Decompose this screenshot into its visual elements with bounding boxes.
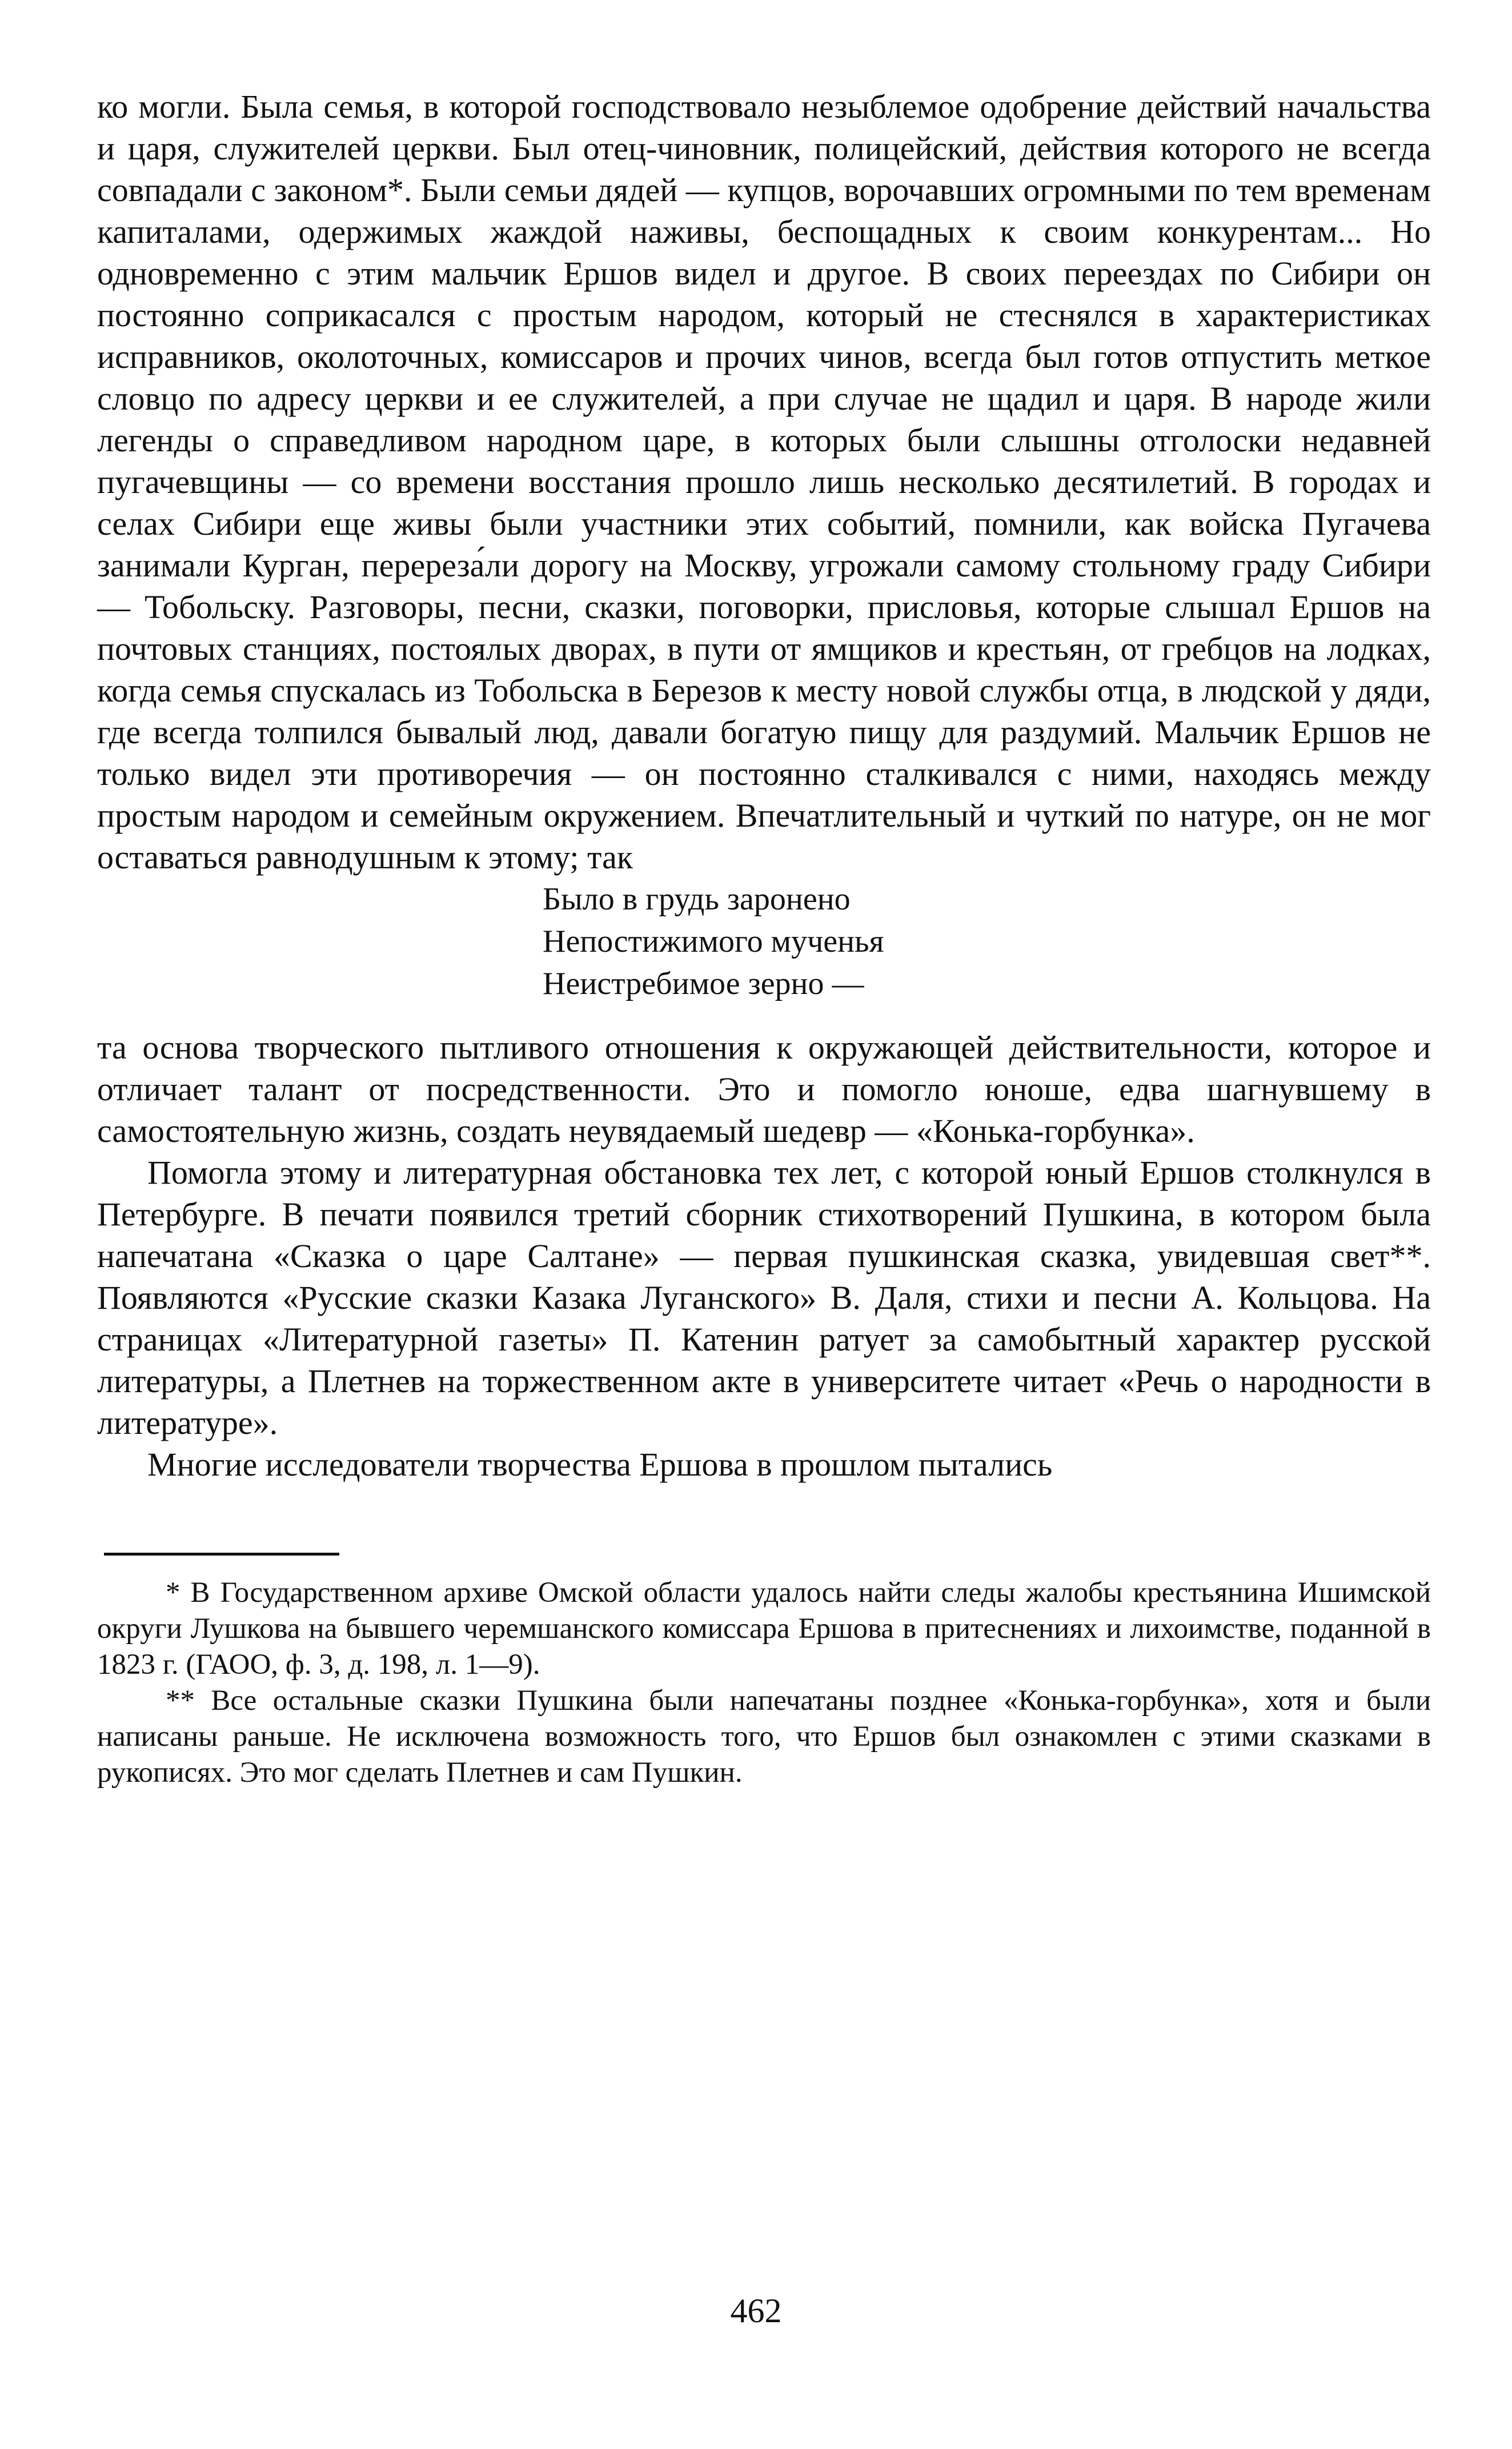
paragraph-researchers: Многие исследователи творчества Ершова в прошлом пытались xyxy=(147,1446,1053,1483)
verse-line: Непостижимого мученья xyxy=(543,924,884,959)
verse-line: Неистребимое зерно — xyxy=(543,966,864,1001)
verse-quote xyxy=(543,878,1431,1005)
paragraph-continued: ко могли. Была семья, в которой господствовало незыблемое одобрение действий начальства и царя, служителей церкви. Был отец-чиновник, полицейский, действия которого не всегда совпадали с законом*. Были семьи дядей — купцов, ворочавших огромными по тем временам капиталами, одержимых жаждой наживы, беспощадных к своим конкурентам... Но одновременно с этим мальчик Ершов видел и другое. В своих переездах по Сибири он постоянно соприкасался с простым народом, который не стеснялся в характеристиках исправников, околоточных, комиссаров и прочих чинов, всегда был готов отпустить меткое словцо по адресу церкви и ее служителей, а при случае не щадил и царя. В народе жили легенды о справедливом народном царе, в которых были слышны отголоски недавней пугачевщины — со времени восстания прошло лишь несколько десятилетий. В городах и селах Сибири еще живы были участники этих событий, помнили, как войска Пугачева занимали Курган, перереза́ли дорогу на Москву, угрожали самому стольному граду Сибири — Тобольску. Разговоры, песни, сказки, поговорки, присловья, которые слышал Ершов на почтовых станциях, постоялых дворах, в пути от ямщиков и крестьян, от гребцов на лодках, когда семья спускалась из Тобольска в Березов к месту новой службы отца, в людской у дяди, где всегда толпился бывалый люд, давали богатую пищу для раздумий. Мальчик Ершов не только видел эти противоречия — он постоянно сталкивался с ними, находясь между простым народом и семейным окружением. Впечатлительный и чуткий по натуре, он не мог оставаться равнодушным к этому; так xyxy=(97,88,1431,876)
paragraph-after-verse: та основа творческого пытливого отношения к окружающей действительности, которое и отличает талант от посредственности. Это и помогло юноше, едва шагнувшему в самостоятельную жизнь, создать неувядаемый шедевр — «Конька-горбунка». xyxy=(97,1029,1431,1149)
footnote-2: ** Все остальные сказки Пушкина были напечатаны позднее «Конька-горбунка», хотя и были написаны раньше. Не исключена возможность того, что Ершов был ознакомлен с этими сказками в рукописях. Это мог сделать Плетнев и сам Пушкин. xyxy=(97,1685,1431,1789)
verse-line: Было в грудь заронено xyxy=(543,881,851,917)
paragraph-literary-context: Помогла этому и литературная обстановка тех лет, с которой юный Ершов столкнулся в Петербурге. В печати появился третий сборник стихотворений Пушкина, в котором была напечатана «Сказка о царе Салтане» — первая пушкинская сказка, увидевшая свет**. Появляются «Русские сказки Казака Луганского» В. Даля, стихи и песни А. Кольцова. На страницах «Литературной газеты» П. Катенин ратует за самобытный характер русской литературы, а Плетнев на торжественном акте в университете читает «Речь о народности в литературе». xyxy=(97,1154,1431,1441)
footnote-separator xyxy=(104,1553,339,1556)
footnote-1: * В Государственном архиве Омской области удалось найти следы жалобы крестьянина Ишимской округи Лушкова на бывшего черемшанского комиссара Ершова в притеснениях и лихоимстве, поданной в 1823 г. (ГАОО, ф. 3, д. 198, л. 1—9). xyxy=(97,1577,1431,1681)
page-number: 462 xyxy=(730,2292,782,2330)
